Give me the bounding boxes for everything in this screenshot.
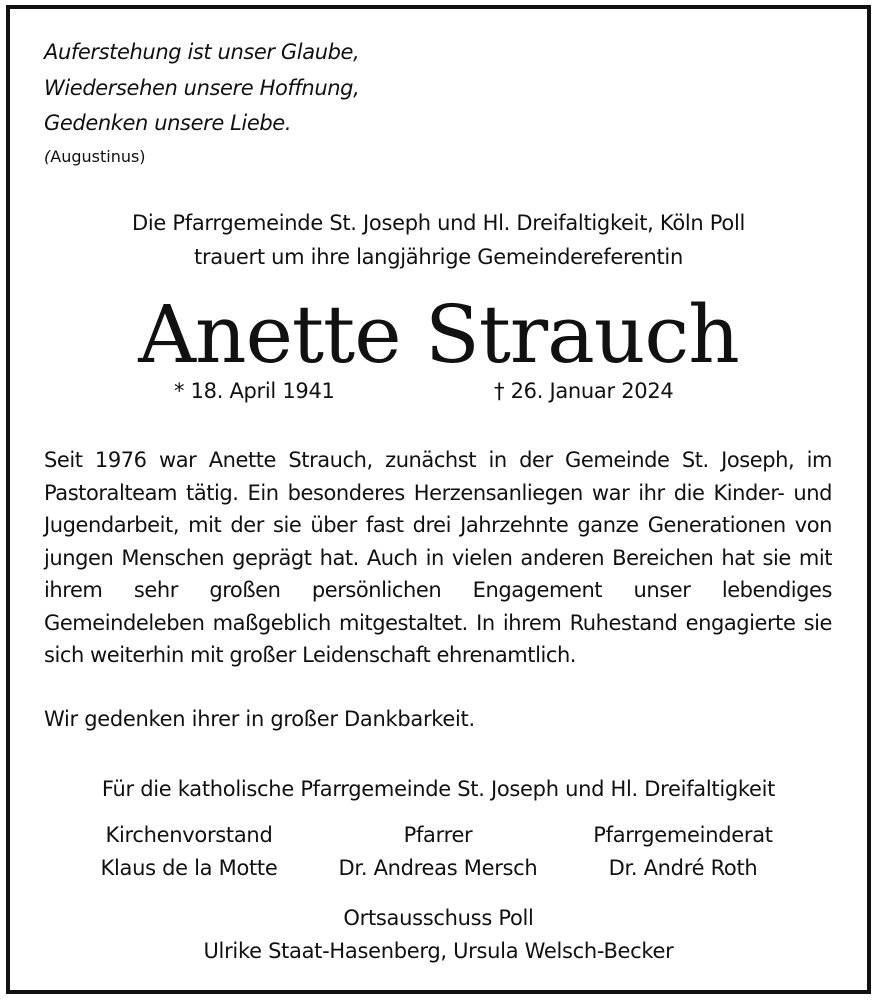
signature-group-pfarrgemeinderat xyxy=(548,819,818,885)
signature-group-kirchenvorstand xyxy=(54,819,324,885)
quote-line: Gedenken unsere Liebe. xyxy=(44,111,292,135)
committee-names: Ulrike Staat-Hasenberg, Ursula Welsch-Becker xyxy=(203,939,674,963)
signature-name: Klaus de la Motte xyxy=(100,856,278,880)
quote-source xyxy=(44,147,146,166)
signature-group-pfarrer xyxy=(303,819,573,885)
committee-role: Ortsausschuss Poll xyxy=(343,906,534,930)
tribute-paragraph: Seit 1976 war Anette Strauch, zunächst in der Gemeinde St. Joseph, im Pastoralteam tätig. Ein besonderes Herzensanliegen war ihr die Kinder- und Jugendarbeit, mit der sie über fast drei Jahrzehnte ganze Generationen von jungen Menschen geprägt hat. Auch in vielen anderen Bereichen hat sie mit ihrem sehr großen persönlichen Engagement unser lebendiges Gemeindeleben maßgeblich mitgestaltet. In ihrem Ruhestand engagierte sie sich weiterhin mit großer Leidenschaft ehrenamtlich. xyxy=(44,448,832,667)
quote-source-paren: ( xyxy=(44,147,51,166)
death-date: † 26. Januar 2024 xyxy=(494,379,674,403)
birth-date: * 18. April 1941 xyxy=(174,379,335,403)
signature-heading: Für die katholische Pfarrgemeinde St. Joseph und Hl. Dreifaltigkeit xyxy=(101,777,776,801)
quote-line: Wiedersehen unsere Hoffnung, xyxy=(44,75,360,100)
quote-line: Auferstehung ist unser Glaube, xyxy=(44,40,360,64)
signature-name: Dr. André Roth xyxy=(608,856,758,880)
signature-role: Pfarrgemeinderat xyxy=(593,823,773,847)
deceased-name: Anette Strauch xyxy=(138,288,739,381)
epigraph-quote xyxy=(44,35,359,142)
obituary-frame xyxy=(6,5,871,994)
signature-role: Pfarrer xyxy=(403,823,473,847)
intro-line-parish: Die Pfarrgemeinde St. Joseph und Hl. Dreifaltigkeit, Köln Poll xyxy=(131,211,746,235)
signature-name: Dr. Andreas Mersch xyxy=(338,856,538,880)
quote-source-name: Augustinus) xyxy=(50,147,146,166)
intro-line-mourns: trauert um ihre langjährige Gemeindereferentin xyxy=(194,245,683,269)
closing-line: Wir gedenken ihrer in großer Dankbarkeit. xyxy=(44,707,475,731)
signature-role: Kirchenvorstand xyxy=(105,823,273,847)
